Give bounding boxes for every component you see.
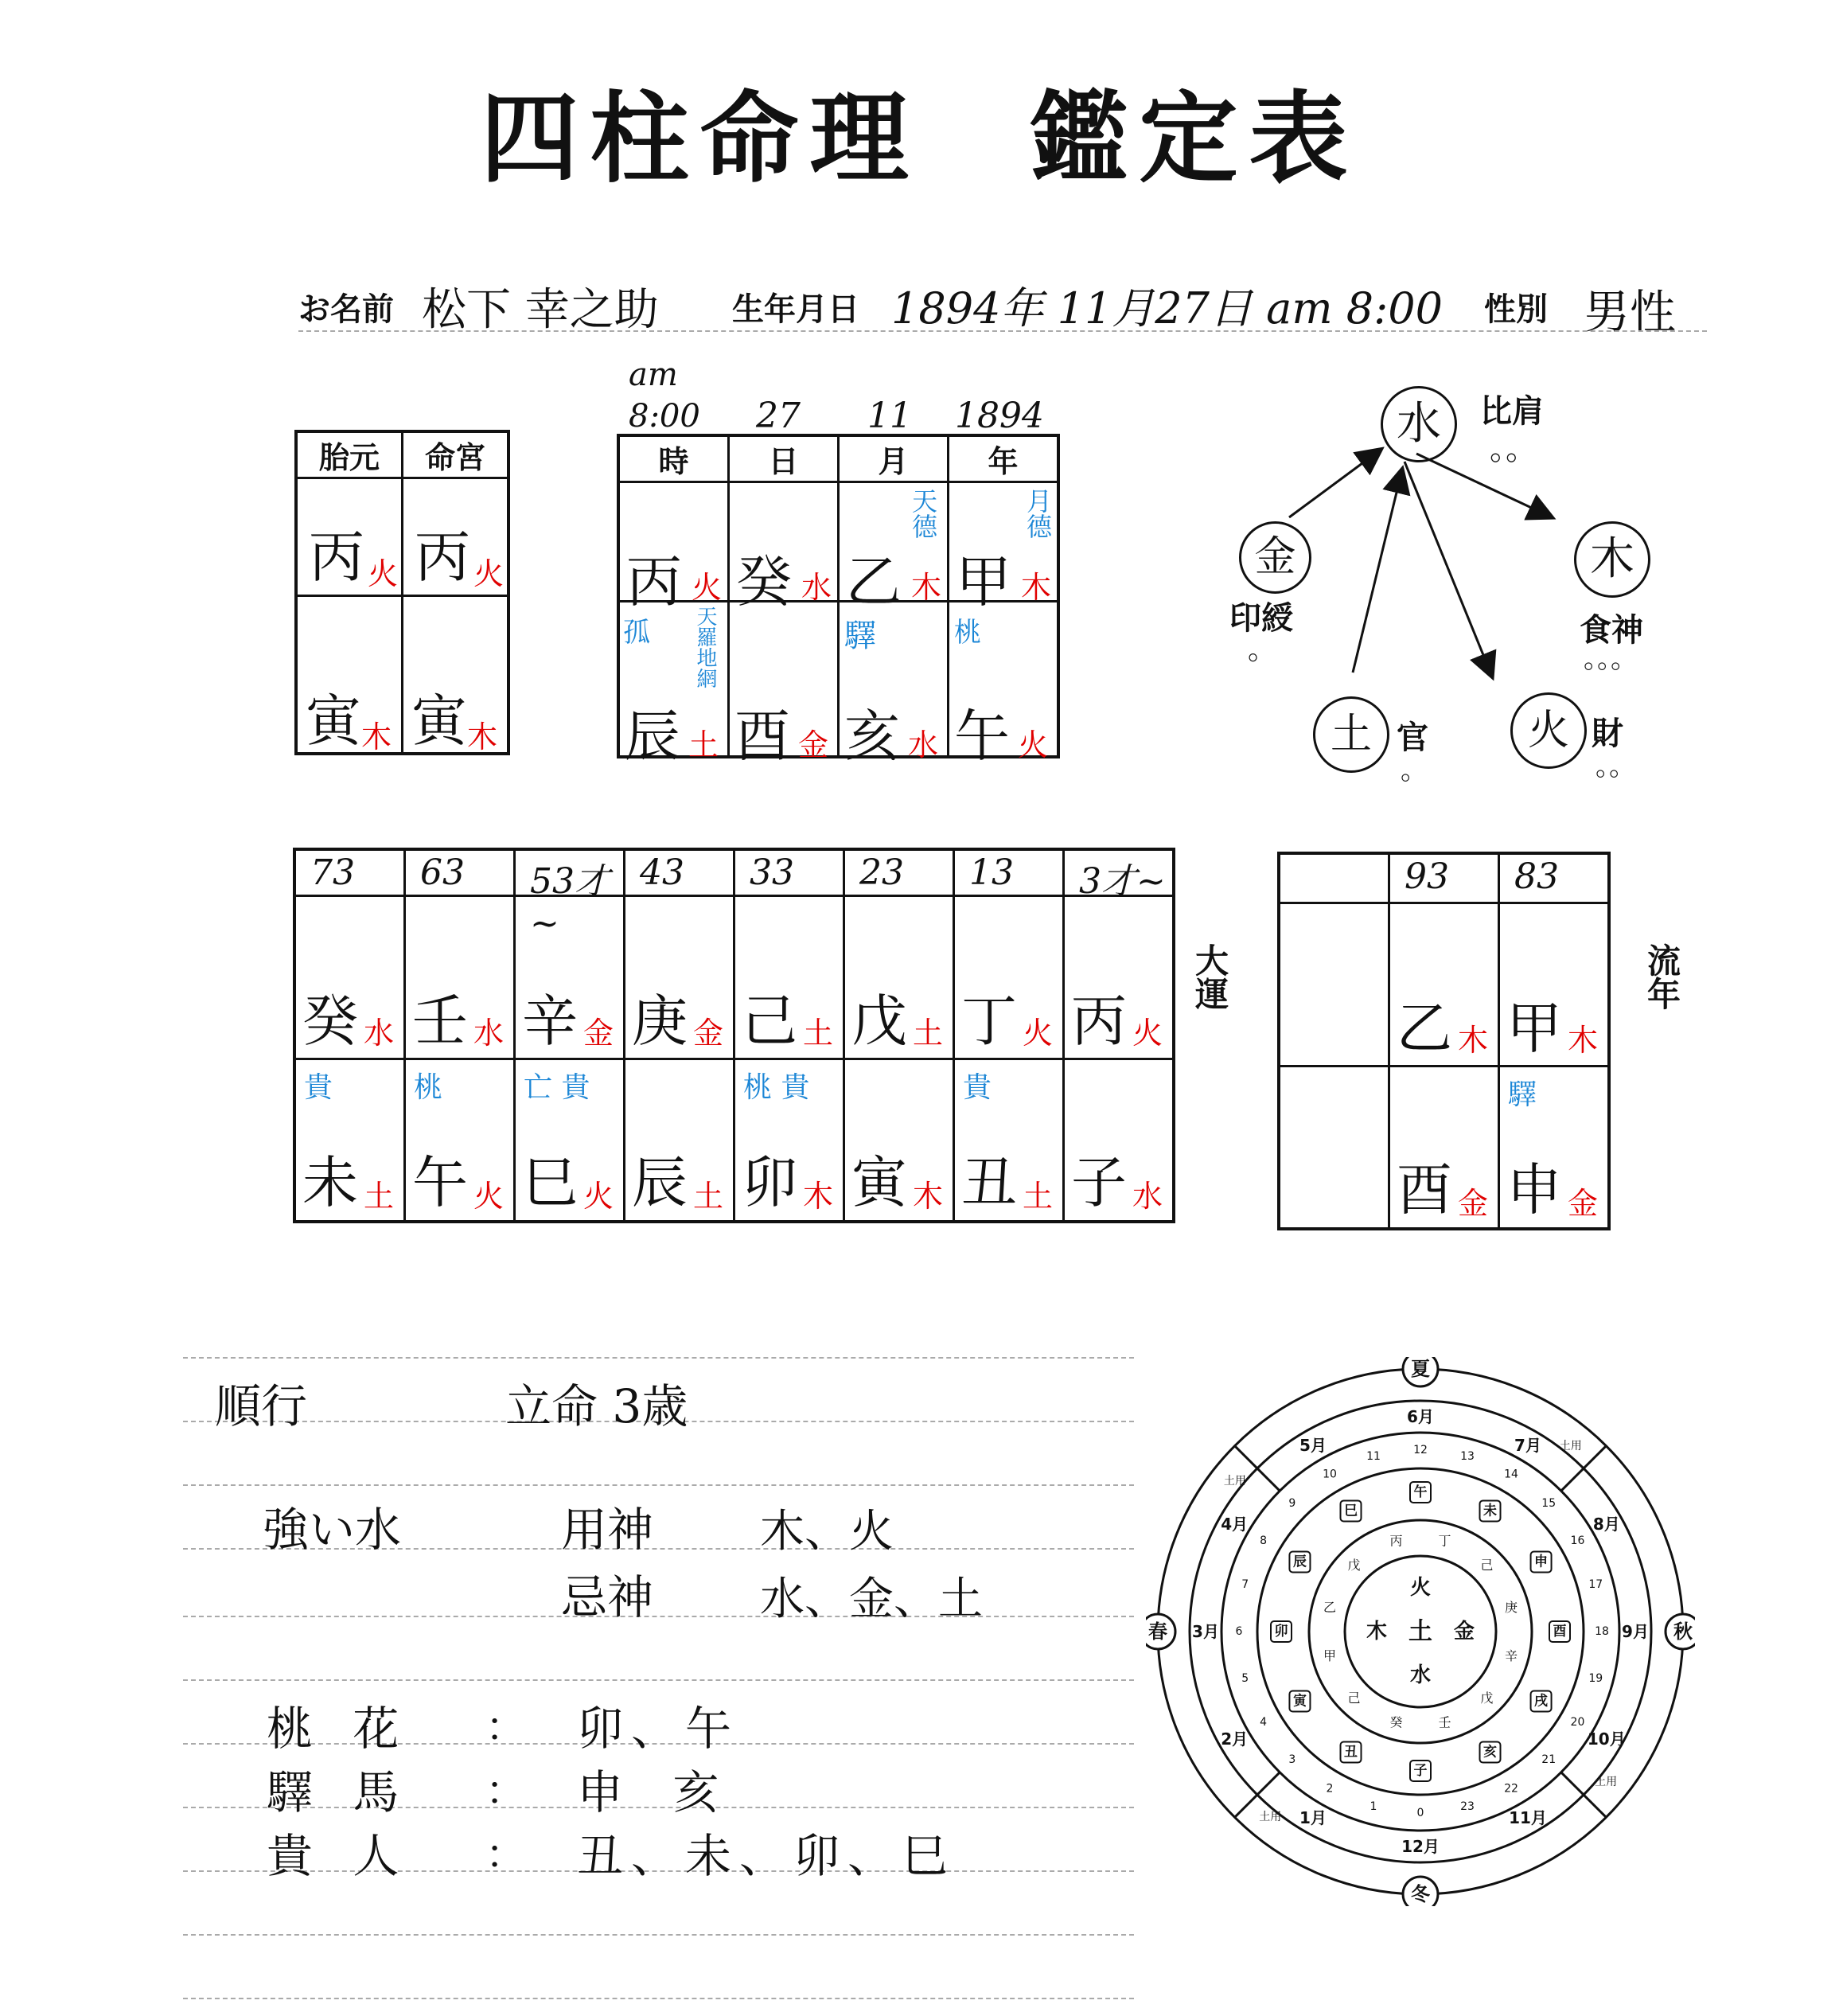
stem-label: 己 [1480,1558,1494,1573]
hour-label: 4 [1260,1716,1268,1729]
month-label: 12月 [1401,1837,1440,1856]
fire-marks: 。。 [1595,751,1636,782]
month-label: 8月 [1592,1515,1620,1534]
doyo-label: 土用 [1259,1811,1282,1824]
rule-line [183,1357,1134,1359]
age-label: 33 [750,852,794,893]
doyo-label: 土用 [1223,1475,1246,1488]
age-label: 93 [1405,856,1449,897]
branch-label: 寅 [1292,1693,1307,1710]
stem-label: 甲 [1323,1648,1337,1664]
hour-label: 18 [1595,1625,1609,1638]
wood-label: 食神 [1580,612,1643,649]
stem-char: 壬 [412,988,468,1054]
star-note: 桃 [954,617,981,649]
center-metal: 金 [1453,1620,1475,1644]
stem-char: 乙 [846,549,902,614]
water-marks: 。。 [1490,431,1537,467]
hour-label: 8 [1260,1534,1268,1547]
stem-char: 丙 [309,524,364,590]
branch-char: 寅 [411,688,467,754]
daiun-label: 大運 [1190,943,1229,1010]
stem-char: 甲 [956,549,1011,614]
stem-char: 丙 [1071,988,1127,1054]
fire-label: 財 [1592,716,1623,752]
branch-label: 酉 [1553,1624,1567,1640]
season-label: 冬 [1411,1883,1430,1905]
hour-label: 1 [1370,1800,1377,1814]
hour-label: 19 [1588,1672,1603,1686]
stem-char: 己 [742,988,797,1054]
hour-label: 23 [1460,1800,1475,1814]
stem-char: 癸 [736,549,792,614]
age-label: 3才~ [1079,861,1166,902]
name-value: 松下 幸之助 [422,284,659,336]
star-note: 月德 [1023,488,1053,539]
wood-marks: 。。。 [1584,643,1638,675]
doyo-label: 土用 [1559,1439,1582,1453]
noble-label: 貴 人 [267,1829,412,1883]
peach-label: 桃 花 [267,1702,412,1756]
colon: ： [485,1704,525,1750]
age-label: 83 [1514,856,1559,897]
stem-char: 癸 [302,988,358,1054]
stem-char: 甲 [1506,995,1562,1061]
age-label: 23 [859,852,904,893]
colon: ： [485,1768,525,1814]
month-label: 9月 [1622,1622,1649,1641]
month-label: 6月 [1407,1407,1434,1426]
branch-char: 丑 [961,1149,1017,1215]
noble-value: 丑、未、卯、巳 [577,1829,957,1883]
element-mark: 水 [1132,1178,1163,1214]
branch-char: 辰 [625,704,680,769]
strength-note: 強い水 [263,1503,402,1557]
stem-label: 戊 [1347,1558,1361,1573]
pillar-top-label: 1894 [955,396,1044,436]
element-mark: 火 [473,1178,505,1214]
taigen-table [294,430,510,755]
age-label: 63 [420,852,465,893]
branch-char: 亥 [844,704,900,769]
element-mark: 木 [467,719,498,755]
hour-label: 20 [1570,1716,1585,1729]
pillar-top-label: 27 [756,396,801,436]
kijin-value: 水、金、土 [760,1573,983,1625]
element-mark: 金 [583,1015,614,1051]
wood-circle: 木 [1574,521,1650,598]
stem-label: 丙 [1389,1533,1403,1549]
rikkmei-note: 立命 3歳 [505,1379,688,1433]
doyo-label: 土用 [1595,1775,1618,1788]
branch-char: 寅 [851,1149,907,1215]
center-water: 水 [1409,1663,1432,1687]
branch-label: 申 [1534,1554,1549,1570]
month-label: 2月 [1221,1729,1249,1749]
element-mark: 土 [693,1178,724,1214]
branch-label: 亥 [1483,1744,1497,1761]
branch-label: 丑 [1344,1744,1358,1761]
element-mark: 火 [1023,1015,1054,1051]
branch-label: 巳 [1344,1503,1358,1519]
element-mark: 金 [1458,1185,1489,1221]
water-label: 比肩 [1480,393,1544,430]
zodiac-wheel [1146,1357,1695,1906]
element-mark: 土 [688,727,719,762]
metal-label: 印綬 [1229,600,1293,637]
pillar-top-label: 11 [867,396,912,436]
branch-label: 子 [1413,1763,1428,1779]
branch-char: 午 [954,704,1010,769]
stem-char: 丙 [626,549,682,614]
kijin-label: 忌神 [561,1570,654,1624]
element-mark: 火 [583,1178,614,1214]
branch-label: 戌 [1534,1693,1549,1710]
ryunen-label: 流年 [1642,943,1681,1010]
yojin-value: 木、火 [760,1506,894,1558]
branch-char: 辰 [632,1149,688,1215]
four-pillars-table [617,434,1060,769]
earth-circle: 土 [1313,696,1389,773]
element-mark: 金 [798,727,829,762]
element-mark: 水 [364,1015,395,1051]
element-mark: 土 [913,1015,944,1051]
branch-char: 申 [1506,1156,1562,1222]
age-label: 73 [310,852,355,893]
pillar-header-month: 月 [878,444,909,479]
pillar-header-hour: 時 [658,444,689,479]
star-note: 貴 [304,1070,333,1104]
star-note: 天羅地網 [693,606,717,688]
star-note: 孤 [623,617,650,649]
stem-char: 乙 [1397,995,1452,1061]
sex-value: 男性 [1584,285,1677,339]
center-fire: 火 [1409,1576,1432,1600]
season-label: 夏 [1411,1358,1430,1380]
branch-char: 酉 [1397,1156,1452,1222]
hour-label: 7 [1241,1577,1249,1591]
stem-label: 乙 [1323,1599,1337,1615]
element-mark: 火 [692,570,723,605]
branch-char: 未 [302,1149,358,1215]
metal-marks: 。 [1248,634,1277,666]
branch-char: 寅 [306,688,361,754]
stem-char: 戊 [851,988,907,1054]
center-wood: 木 [1366,1620,1388,1644]
element-mark: 火 [1018,727,1049,762]
element-mark: 木 [1458,1022,1489,1058]
pillar-header-day: 日 [768,444,799,479]
element-mark: 木 [911,570,942,605]
month-label: 10月 [1587,1729,1626,1749]
hour-label: 9 [1288,1496,1296,1510]
hour-label: 12 [1413,1444,1428,1456]
branch-label: 辰 [1292,1554,1307,1570]
branch-label: 卯 [1274,1624,1288,1640]
rule-line [183,1484,1134,1486]
star-note: 貴 [963,1070,992,1104]
hour-label: 3 [1288,1753,1296,1767]
hour-label: 10 [1323,1468,1337,1481]
pillar-header-year: 年 [988,444,1019,479]
element-mark: 土 [364,1178,395,1214]
branch-char: 午 [412,1149,468,1215]
month-label: 4月 [1221,1515,1249,1534]
element-mark: 水 [908,727,939,762]
month-label: 11月 [1509,1807,1547,1827]
star-note: 天德 [908,488,938,539]
stem-char: 辛 [522,988,578,1054]
branch-label: 未 [1483,1503,1497,1519]
element-mark: 火 [1132,1015,1163,1051]
hour-label: 0 [1416,1807,1424,1819]
branch-char: 卯 [742,1149,797,1215]
hour-label: 21 [1541,1753,1557,1767]
stem-char: 丙 [415,524,470,590]
element-mark: 木 [1568,1022,1599,1058]
branch-label: 午 [1413,1484,1428,1500]
star-note: 亡 貴 [524,1070,590,1104]
earth-label: 官 [1397,719,1428,756]
hour-label: 16 [1570,1534,1585,1547]
metal-circle: 金 [1239,521,1311,594]
rule-line [183,1616,1134,1617]
month-label: 7月 [1514,1436,1541,1456]
rule-line [183,1998,1134,1999]
stem-label: 庚 [1504,1599,1518,1615]
element-mark: 金 [693,1015,724,1051]
header-info [298,275,1707,338]
hour-label: 6 [1235,1625,1243,1638]
branch-char: 巳 [522,1149,578,1215]
stem-label: 辛 [1504,1648,1518,1664]
hour-label: 15 [1541,1496,1557,1510]
yojin-label: 用神 [561,1503,654,1557]
water-circle: 水 [1381,386,1457,462]
season-label: 秋 [1673,1620,1693,1643]
hour-label: 22 [1504,1782,1518,1796]
stem-label: 癸 [1389,1714,1403,1730]
stem-label: 己 [1347,1690,1361,1706]
age-label: 43 [640,852,684,893]
hour-label: 13 [1460,1449,1475,1463]
birth-label: 生年月日 [732,291,859,328]
element-mark: 水 [473,1015,505,1051]
element-mark: 木 [803,1178,834,1214]
daiun-table [293,848,1175,1223]
stem-label: 丁 [1438,1533,1451,1549]
month-label: 1月 [1299,1807,1327,1827]
element-mark: 火 [368,556,399,591]
branch-char: 酉 [734,704,790,769]
star-note: 驛 [1508,1078,1537,1111]
horse-value: 申 亥 [577,1765,737,1819]
month-label: 5月 [1299,1436,1327,1456]
hour-label: 2 [1326,1782,1334,1796]
element-mark: 金 [1568,1185,1599,1221]
hour-label: 5 [1241,1672,1249,1686]
stem-char: 庚 [632,988,688,1054]
stem-label: 壬 [1438,1714,1451,1730]
pillar-top-label: am 8:00 [629,357,700,435]
age-label: 53才~ [530,861,610,944]
element-mark: 木 [361,719,392,755]
branch-char: 子 [1071,1149,1127,1215]
age-label: 13 [969,852,1014,893]
month-label: 3月 [1192,1622,1219,1641]
element-mark: 木 [1021,570,1052,605]
center-earth: 土 [1408,1617,1432,1646]
element-mark: 木 [913,1178,944,1214]
taigen-header: 胎元 [318,440,380,475]
direction-note: 順行 [215,1379,308,1433]
header-underline [298,330,1707,332]
hour-label: 11 [1366,1449,1381,1463]
ryunen-table [1277,852,1611,1230]
star-note: 桃 貴 [743,1070,810,1104]
stem-label: 戊 [1480,1690,1494,1706]
rule-line [183,1934,1134,1936]
element-mark: 火 [473,556,505,591]
horse-label: 驛 馬 [267,1765,412,1819]
sex-label: 性別 [1484,291,1548,328]
element-mark: 土 [1023,1178,1054,1214]
meikyu-header: 命宮 [424,440,485,475]
season-label: 春 [1148,1620,1167,1643]
star-note: 驛 [844,618,876,654]
star-note: 桃 [414,1070,443,1104]
peach-value: 卯、午 [577,1702,740,1756]
stem-char: 丁 [961,988,1017,1054]
hour-label: 14 [1504,1468,1518,1481]
earth-marks: 。 [1401,755,1428,786]
birth-value: 1894年 11月27日 am 8:00 [891,283,1444,333]
rule-line [183,1679,1134,1681]
name-label: お名前 [298,291,394,328]
fire-circle: 火 [1510,692,1587,769]
element-mark: 土 [803,1015,834,1051]
hour-label: 17 [1588,1577,1603,1591]
element-mark: 水 [801,570,832,605]
page-title: 四柱命理 鑑定表 [480,81,1359,197]
colon: ： [485,1831,525,1878]
